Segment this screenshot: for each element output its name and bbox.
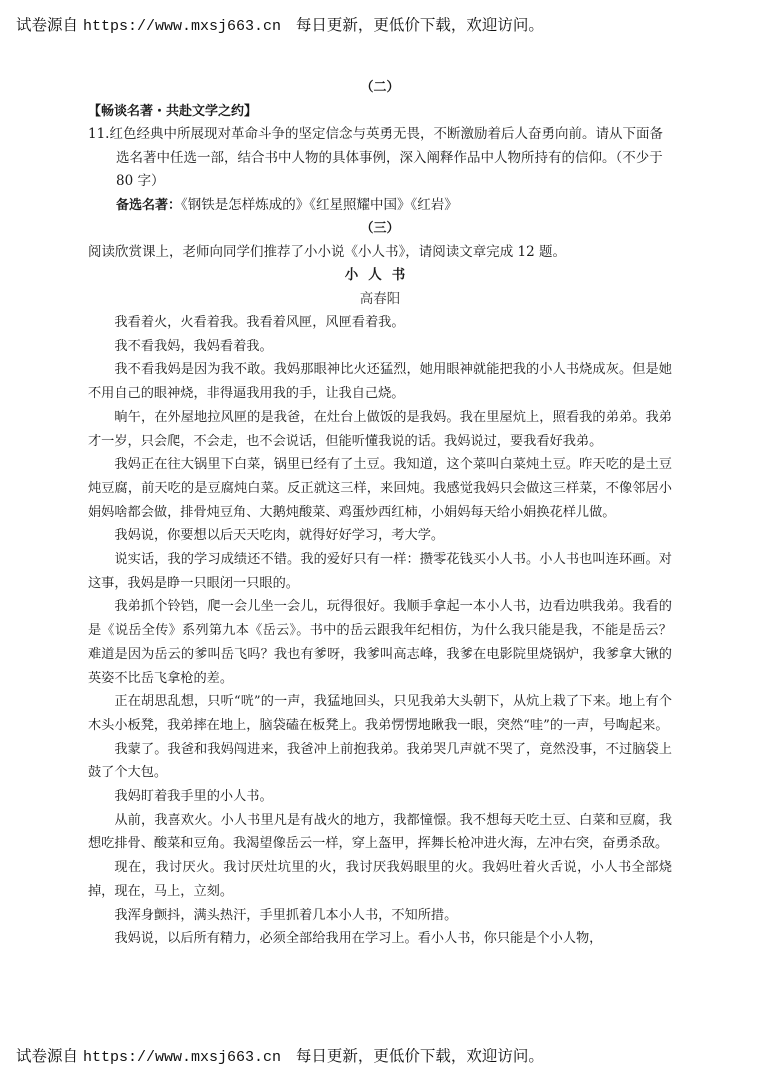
story-paragraph: 我妈说，你要想以后天天吃肉，就得好好学习，考大学。: [114, 528, 445, 544]
banner-prefix: 试卷源自: [16, 16, 79, 34]
question-11: 11.红色经典中所展现对革命斗争的坚定信念与英勇无畏，不断激励着后人奋勇向前。请从下面备选名著中任选一部，结合书中人物的具体事例，深入阐释作品中人物所持有的信仰。（不少于 80 字）: [88, 126, 663, 189]
story-paragraph: 我浑身颤抖，满头热汗，手里抓着几本小人书，不知所措。: [114, 907, 458, 923]
story-paragraph: 从前，我喜欢火。小人书里凡是有战火的地方，我都憧憬。我不想每天吃土豆、白菜和豆腐，我想吃排骨、酸菜和豆角。我渴望像岳云一样，穿上盔甲，挥舞长枪冲进火海，左冲右突，奋勇杀敌。: [88, 812, 672, 852]
banner-suffix: 每日更新，更低价下载，欢迎访问。: [295, 1047, 544, 1065]
story-paragraph: 现在，我讨厌火。我讨厌灶坑里的火，我讨厌我妈眼里的火。我妈吐着火舌说，小人书全部烧掉，现在，马上，立刻。: [88, 860, 672, 899]
candidate-books-list: 《钢铁是怎样炼成的》《红星照耀中国》《红岩》: [181, 196, 458, 213]
section-3-heading: （三）: [360, 221, 400, 236]
section-2-heading: （二）: [360, 80, 400, 95]
story-paragraphs: [88, 311, 672, 951]
banner-url[interactable]: https://www.mxsj663.cn: [82, 1049, 281, 1066]
story-paragraph: 晌午，在外屋地拉风匣的是我爸，在灶台上做饭的是我妈。我在里屋炕上，照看我的弟弟。我弟才一岁，只会爬，不会走，也不会说话，但能听懂我说的话。我妈说过，要我看好我弟。: [88, 409, 672, 449]
top-banner: [16, 13, 544, 35]
story-paragraph: 我妈盯着我手里的小人书。: [114, 789, 273, 805]
story-paragraph: 说实话，我的学习成绩还不错。我的爱好只有一样：攒零花钱买小人书。小人书也叫连环画。对这事，我妈是睁一只眼闭一只眼的。: [88, 552, 672, 591]
story-paragraph: 我看着火，火看着我。我看着风匣，风匣看着我。: [114, 315, 405, 330]
banner-suffix: 每日更新，更低价下载，欢迎访问。: [295, 16, 544, 34]
story-paragraph: 我不看我妈是因为我不敢。我妈那眼神比火还猛烈，她用眼神就能把我的小人书烧成灰。但是她不用自己的眼神烧，非得逼我用我的手，让我自己烧。: [88, 362, 672, 402]
banner-prefix: 试卷源自: [16, 1047, 79, 1065]
candidate-books-label: 备选名著：: [116, 197, 182, 213]
section-2-tag: 【畅谈名著・共赴文学之约】: [88, 103, 258, 119]
candidate-books: [88, 194, 672, 218]
bottom-banner: [16, 1044, 544, 1066]
story-paragraph: 我弟抓个铃铛，爬一会儿坐一会儿，玩得很好。我顺手拿起一本小人书，边看边哄我弟。我看的是《说岳全传》系列第九本《岳云》。书中的岳云跟我年纪相仿，为什么我只能是我，不能是岳云？难道是因为岳云的爹叫岳飞吗？我也有爹呀，我爹叫高志峰，我爹在电影院里烧锅炉，我爹拿大锹的英姿不比岳飞拿枪的差。: [88, 599, 672, 686]
story-title: 小人书: [344, 267, 416, 283]
document-body: [88, 76, 672, 951]
story-paragraph: 我妈说，以后所有精力，必须全部给我用在学习上。看小人书，你只能是个小人物，: [114, 931, 603, 947]
story-author: 高春阳: [359, 290, 401, 307]
story-paragraph: 我不看我妈，我妈看着我。: [114, 338, 273, 354]
story-paragraph: 我妈正在往大锅里下白菜，锅里已经有了土豆。我知道，这个菜叫白菜炖土豆。昨天吃的是土豆炖豆腐，前天吃的是豆腐炖白菜。反正就这三样，来回炖。我感觉我妈只会做这三样菜，不像邻居小娟妈啥都会做，排骨炖豆角、大鹅炖酸菜、鸡蛋炒西红柿，小娟妈每天给小娟换花样儿做。: [88, 457, 672, 520]
story-paragraph: 正在胡思乱想，只听“咣”的一声，我猛地回头，只见我弟大头朝下，从炕上栽了下来。地上有个木头小板凳，我弟摔在地上，脑袋磕在板凳上。我弟愣愣地瞅我一眼，突然“哇”的一声，号啕起来。: [88, 694, 672, 733]
section-3-intro: 阅读欣赏课上，老师向同学们推荐了小小说《小人书》，请阅读文章完成 12 题。: [88, 243, 567, 260]
story-paragraph: 我蒙了。我爸和我妈闯进来，我爸冲上前抱我弟。我弟哭几声就不哭了，竟然没事，不过脑袋上鼓了个大包。: [88, 741, 672, 781]
banner-url[interactable]: https://www.mxsj663.cn: [82, 18, 281, 35]
